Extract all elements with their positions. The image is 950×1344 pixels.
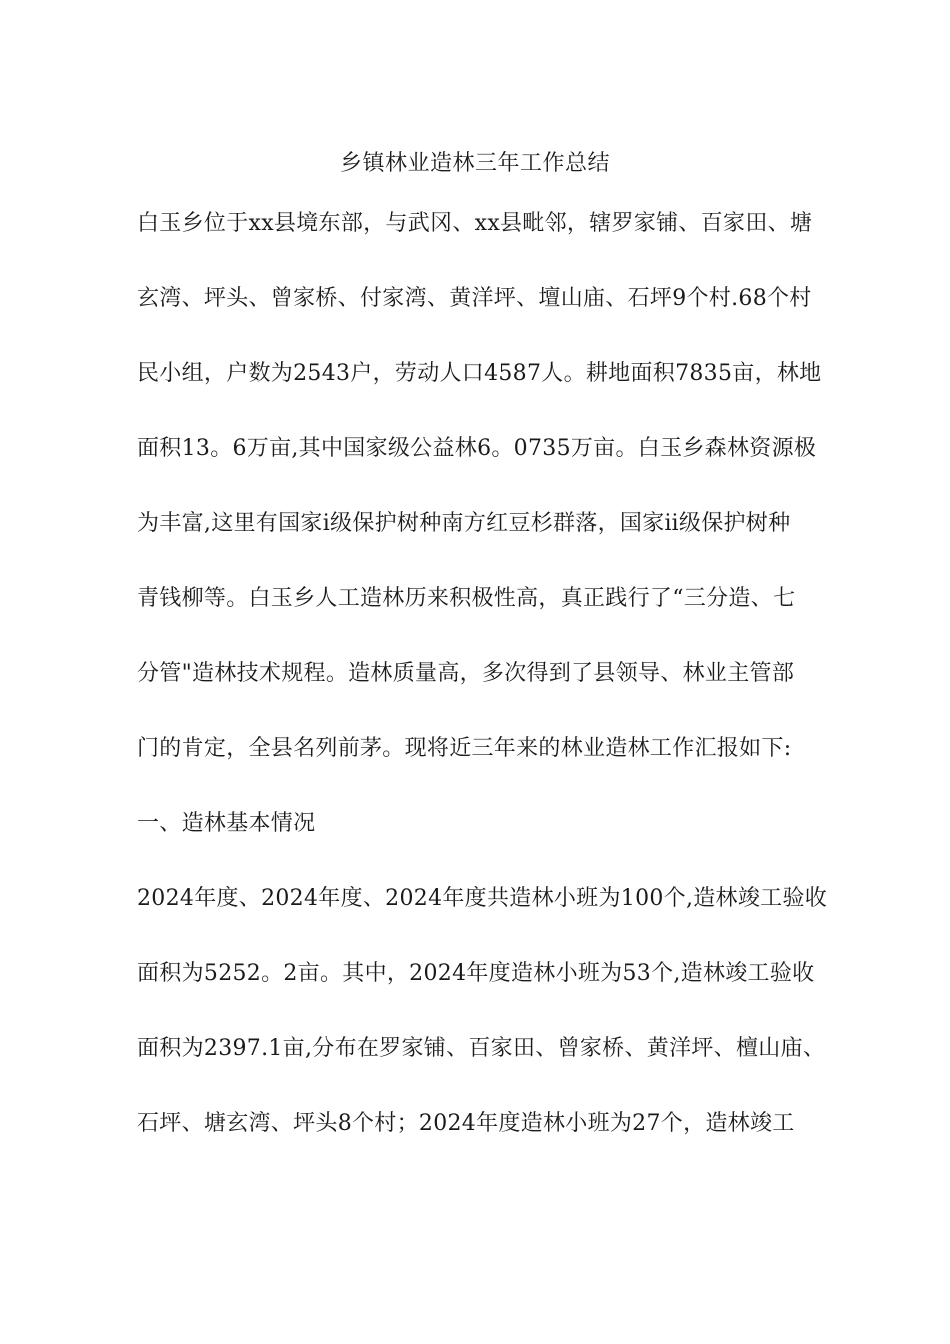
- paragraph-line: 民小组，户数为2543户，劳动人口4587人。耕地面积7835亩，林地: [137, 361, 822, 386]
- paragraph-line: 分管"造林技术规程。造林质量高，多次得到了县领导、林业主管部: [137, 661, 795, 686]
- paragraph-line: 2024年度、2024年度、2024年度共造林小班为100个,造林竣工验收: [137, 886, 828, 911]
- paragraph-line: 为丰富,这里有国家ⅰ级保护树种南方红豆杉群落，国家ⅱ级保护树种: [137, 511, 791, 536]
- paragraph-line: 玄湾、坪头、曾家桥、付家湾、黄洋坪、壇山庙、石坪9个村.68个村: [137, 286, 812, 311]
- paragraph-line: 门的肯定，全县名列前茅。现将近三年来的林业造林工作汇报如下:: [137, 736, 792, 761]
- section-heading: 一、造林基本情况: [137, 811, 316, 836]
- document-title: 乡镇林业造林三年工作总结: [339, 151, 610, 176]
- paragraph-line: 青钱柳等。白玉乡人工造林历来积极性高，真正践行了“三分造、七: [137, 586, 796, 611]
- paragraph-line: 白玉乡位于xx县境东部，与武冈、xx县毗邻，辖罗家铺、百家田、塘: [137, 211, 813, 236]
- paragraph-line: 面积为5252。2亩。其中，2024年度造林小班为53个,造林竣工验收: [137, 961, 815, 986]
- paragraph-line: 面积13。6万亩,其中国家级公益林6。0735万亩。白玉乡森林资源极: [137, 436, 817, 461]
- paragraph-line: 面积为2397.1亩,分布在罗家铺、百家田、曾家桥、黄洋坪、檀山庙、: [137, 1036, 826, 1061]
- paragraph-line: 石坪、塘玄湾、坪头8个村；2024年度造林小班为27个，造林竣工: [137, 1111, 795, 1136]
